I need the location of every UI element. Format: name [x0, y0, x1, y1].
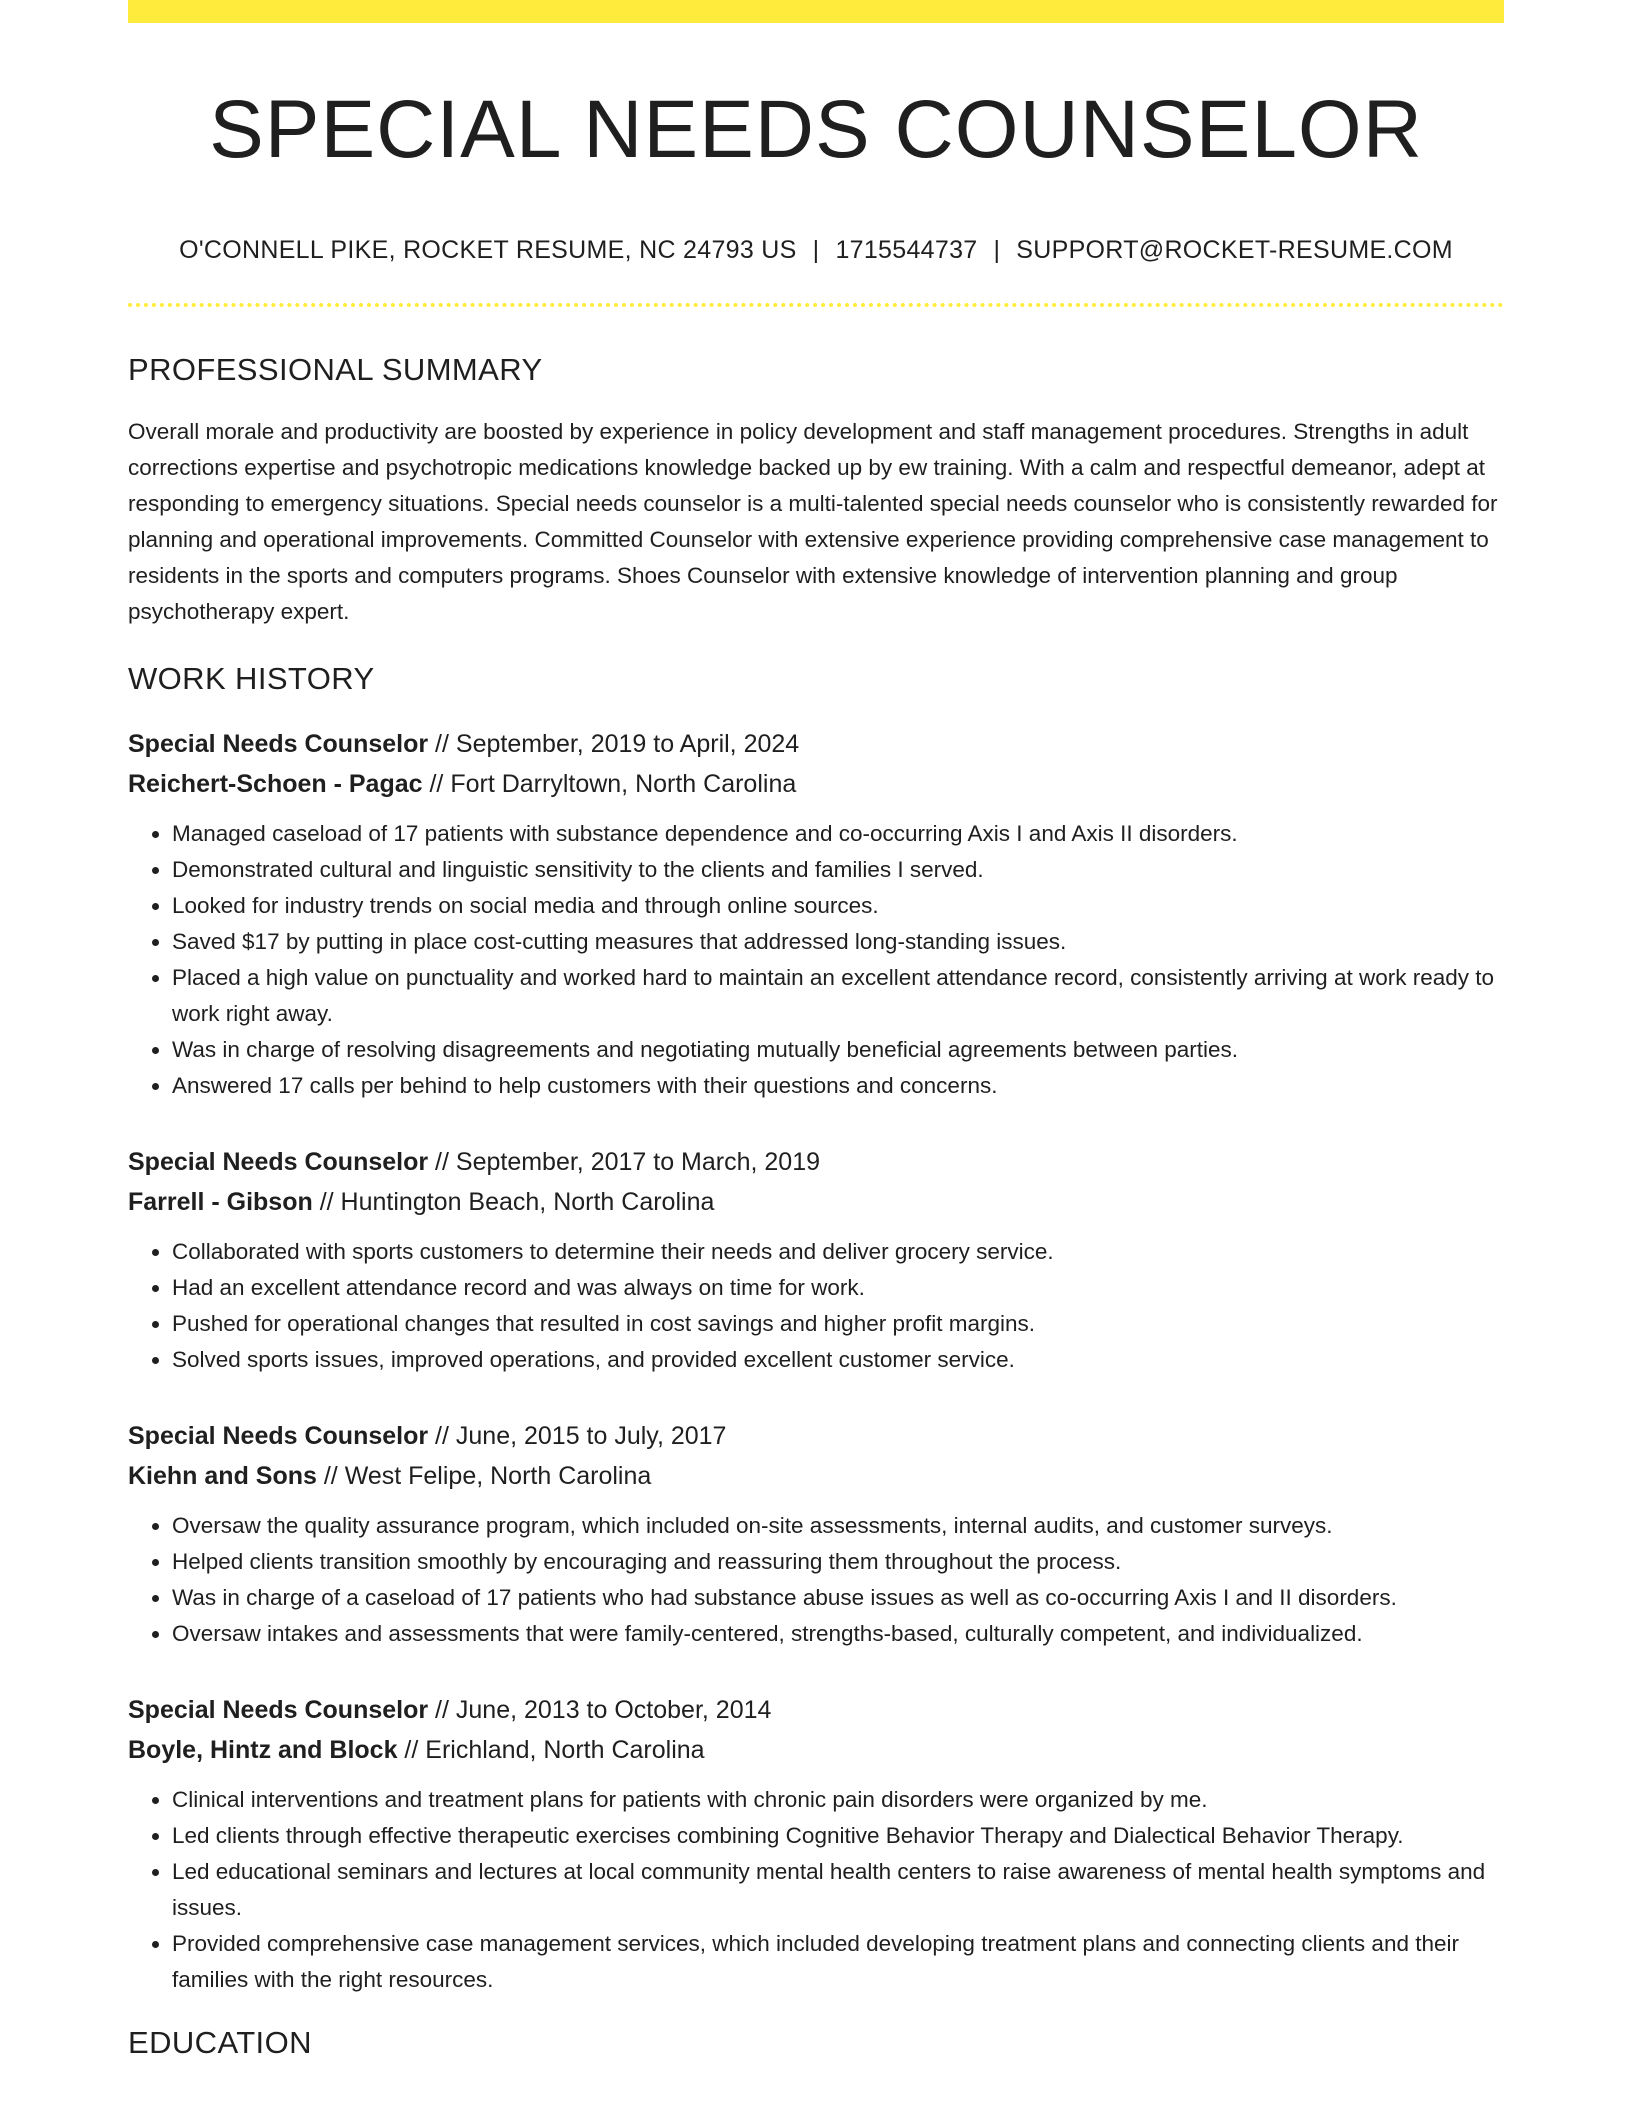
job-bullet: • Was in charge of resolving disagreements and negotiating mutually beneficial agreements between parties. [172, 1032, 1504, 1068]
job-bullet: • Led clients through effective therapeutic exercises combining Cognitive Behavior Therapy and Dialectical Behavior Therapy. [172, 1818, 1504, 1854]
job-location: // West Felipe, North Carolina [316, 1461, 652, 1490]
resume-title: SPECIAL NEEDS COUNSELOR [209, 84, 1423, 175]
job-bullet: • Oversaw intakes and assessments that were family-centered, strengths-based, culturally competent, and individualized. [172, 1616, 1504, 1652]
job-bullet: • Led educational seminars and lectures at local community mental health centers to raise awareness of mental health symptoms and issues. [172, 1854, 1504, 1926]
job-location: // Fort Darryltown, North Carolina [422, 769, 797, 798]
job-entry [128, 724, 1504, 1104]
accent-bar [128, 0, 1504, 23]
job-company: Farrell - Gibson [128, 1187, 313, 1216]
job-dates: // September, 2017 to March, 2019 [428, 1147, 821, 1176]
job-title-line [128, 1416, 1504, 1456]
job-title-line [128, 724, 1504, 764]
job-bullet: • Answered 17 calls per behind to help customers with their questions and concerns. [172, 1068, 1504, 1104]
job-bullet: • Was in charge of a caseload of 17 patients who had substance abuse issues as well as co-occurring Axis I and II disorders. [172, 1580, 1504, 1616]
summary-text: Overall morale and productivity are boosted by experience in policy development and staff management procedures. Strengths in adult corrections expertise and psychotropic medications knowledge backed up by ew training. With a calm and respectful demeanor, adept at responding to emergency situations. Special needs counselor is a multi-talented special needs counselor who is consistently rewarded for planning and operational improvements. Committed Counselor with extensive experience providing comprehensive case management to residents in the sports and computers programs. Shoes Counselor with extensive knowledge of intervention planning and group psychotherapy expert. [128, 419, 1498, 625]
job-bullet: • Solved sports issues, improved operations, and provided excellent customer service. [172, 1342, 1504, 1378]
job-bullet: • Looked for industry trends on social media and through online sources. [172, 888, 1504, 924]
job-bullet: • Clinical interventions and treatment plans for patients with chronic pain disorders were organized by me. [172, 1782, 1504, 1818]
job-title: Special Needs Counselor [128, 1147, 429, 1176]
job-entry [128, 1690, 1504, 1998]
contact-phone: 1715544737 [835, 236, 978, 265]
job-bullet: • Helped clients transition smoothly by encouraging and reassuring them throughout the process. [172, 1544, 1504, 1580]
job-dates: // June, 2013 to October, 2014 [428, 1695, 772, 1724]
job-company: Kiehn and Sons [128, 1461, 317, 1490]
job-entry [128, 1416, 1504, 1652]
job-title: Special Needs Counselor [128, 1421, 429, 1450]
job-location: // Erichland, North Carolina [397, 1735, 705, 1764]
job-bullet: • Oversaw the quality assurance program, which included on-site assessments, internal audits, and customer surveys. [172, 1508, 1504, 1544]
job-bullets [128, 1234, 1504, 1378]
job-bullet: • Provided comprehensive case management services, which included developing treatment plans and connecting clients and their families with the right resources. [172, 1926, 1504, 1998]
job-title: Special Needs Counselor [128, 1695, 429, 1724]
job-location: // Huntington Beach, North Carolina [312, 1187, 715, 1216]
work-history-list [128, 724, 1504, 1998]
job-title-line [128, 1690, 1504, 1730]
resume-page [128, 0, 1504, 2061]
job-title-line [128, 1142, 1504, 1182]
dotted-divider [128, 303, 1504, 307]
job-company-line [128, 1456, 1504, 1496]
job-bullet: • Placed a high value on punctuality and worked hard to maintain an excellent attendance record, consistently arriving at work ready to work right away. [172, 960, 1504, 1032]
job-bullets [128, 816, 1504, 1104]
job-bullet: • Pushed for operational changes that resulted in cost savings and higher profit margins. [172, 1306, 1504, 1342]
job-bullet: • Managed caseload of 17 patients with substance dependence and co-occurring Axis I and Axis II disorders. [172, 816, 1504, 852]
job-dates: // June, 2015 to July, 2017 [428, 1421, 727, 1450]
job-bullets [128, 1508, 1504, 1652]
contact-separator: | [812, 236, 820, 265]
work-history-heading: WORK HISTORY [128, 661, 375, 697]
job-company-line [128, 1730, 1504, 1770]
job-title: Special Needs Counselor [128, 729, 429, 758]
job-bullet: • Saved $17 by putting in place cost-cutting measures that addressed long-standing issues. [172, 924, 1504, 960]
job-entry [128, 1142, 1504, 1378]
contact-separator: | [993, 236, 1001, 265]
education-heading: EDUCATION [128, 2024, 312, 2060]
job-company-line [128, 1182, 1504, 1222]
summary-heading: PROFESSIONAL SUMMARY [128, 352, 543, 388]
contact-email: SUPPORT@ROCKET-RESUME.COM [1016, 236, 1453, 265]
contact-address: O'CONNELL PIKE, ROCKET RESUME, NC 24793 US [179, 236, 797, 265]
job-bullet: • Had an excellent attendance record and was always on time for work. [172, 1270, 1504, 1306]
contact-line [128, 235, 1504, 265]
job-company: Reichert-Schoen - Pagac [128, 769, 423, 798]
job-bullet: • Collaborated with sports customers to determine their needs and deliver grocery service. [172, 1234, 1504, 1270]
job-bullet: • Demonstrated cultural and linguistic sensitivity to the clients and families I served. [172, 852, 1504, 888]
job-dates: // September, 2019 to April, 2024 [428, 729, 800, 758]
job-company-line [128, 764, 1504, 804]
job-company: Boyle, Hintz and Block [128, 1735, 398, 1764]
job-bullets [128, 1782, 1504, 1998]
